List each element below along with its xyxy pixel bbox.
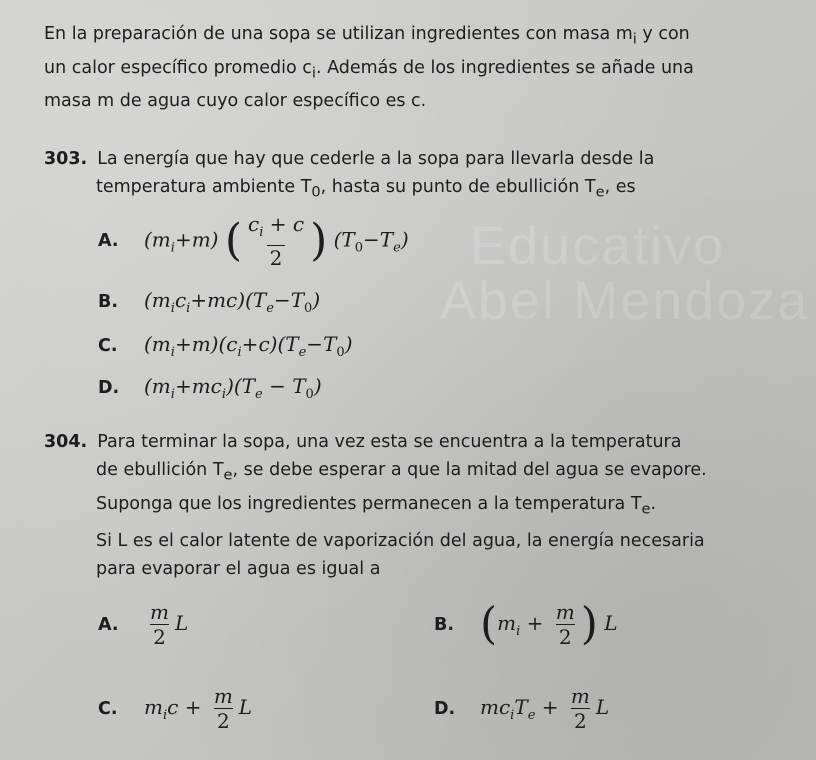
option-formula: $(m_i+mc_i)(T_e - T_0)$ [144,374,322,402]
option-formula: $(m_ic_i+mc)(T_e-T_0)$ [144,288,321,316]
option-303-a[interactable] [98,212,409,270]
option-304-a[interactable] [98,600,188,649]
option-304-b[interactable] [434,600,618,649]
background-bleed-text: Abel Mendoza [440,271,810,331]
option-formula: $m_ic$ + $\frac{m}{2}$ L [144,684,253,733]
option-303-b[interactable] [98,288,320,316]
option-formula: $mc_iT_e$ + $\frac{m}{2}$ L [480,684,610,733]
question-number: 304. [44,432,88,452]
option-303-d[interactable] [98,374,322,402]
question-303: 303. La energía que hay que cederle a la sopa para llevarla desde la temperatura ambiente $T_0$, hasta su punto de ebullición $T_e$, es [44,149,655,201]
background-bleed-text: Educativo [470,216,726,276]
option-label: C. [98,336,118,356]
option-formula: ($m_i$ + $\frac{m}{2}$ ) L [480,598,618,650]
option-label: B. [98,292,118,312]
option-label: A. [98,614,119,635]
question-304: 304. Para terminar la sopa, una vez esta se encuentra a la temperatura de ebullición $T_e$, se debe esperar a que la mitad del agua se evapore. Suponga que los ingredientes permanecen a la temperatura $T_e$. Si L es el calor latente de vaporización del agua, la energía necesaria para evaporar el agua es igual a [44,432,707,579]
option-label: A. [98,231,119,251]
option-label: D. [434,698,456,719]
option-formula: $(m_i+m)(c_i+c)(T_e-T_0)$ [144,332,353,360]
option-304-c[interactable] [98,684,252,733]
option-formula: $(m_i+m)$ ( $\frac{c_i + c}{2}$ ) $(T_0-T_e)$ [144,212,409,270]
question-number: 303. [44,149,88,169]
intro-paragraph: En la preparación de una sopa se utilizan ingredientes con masa $m_i$ y con un calor específico promedio $c_i$. Además de los ingredientes se añade una masa m de agua cuyo calor específico es c. [44,24,694,111]
option-label: B. [434,614,454,635]
option-303-c[interactable] [98,332,353,360]
option-304-d[interactable] [434,684,609,733]
option-formula: $\frac{m}{2}$ L [150,600,189,649]
option-label: C. [98,698,118,719]
option-label: D. [98,378,120,398]
